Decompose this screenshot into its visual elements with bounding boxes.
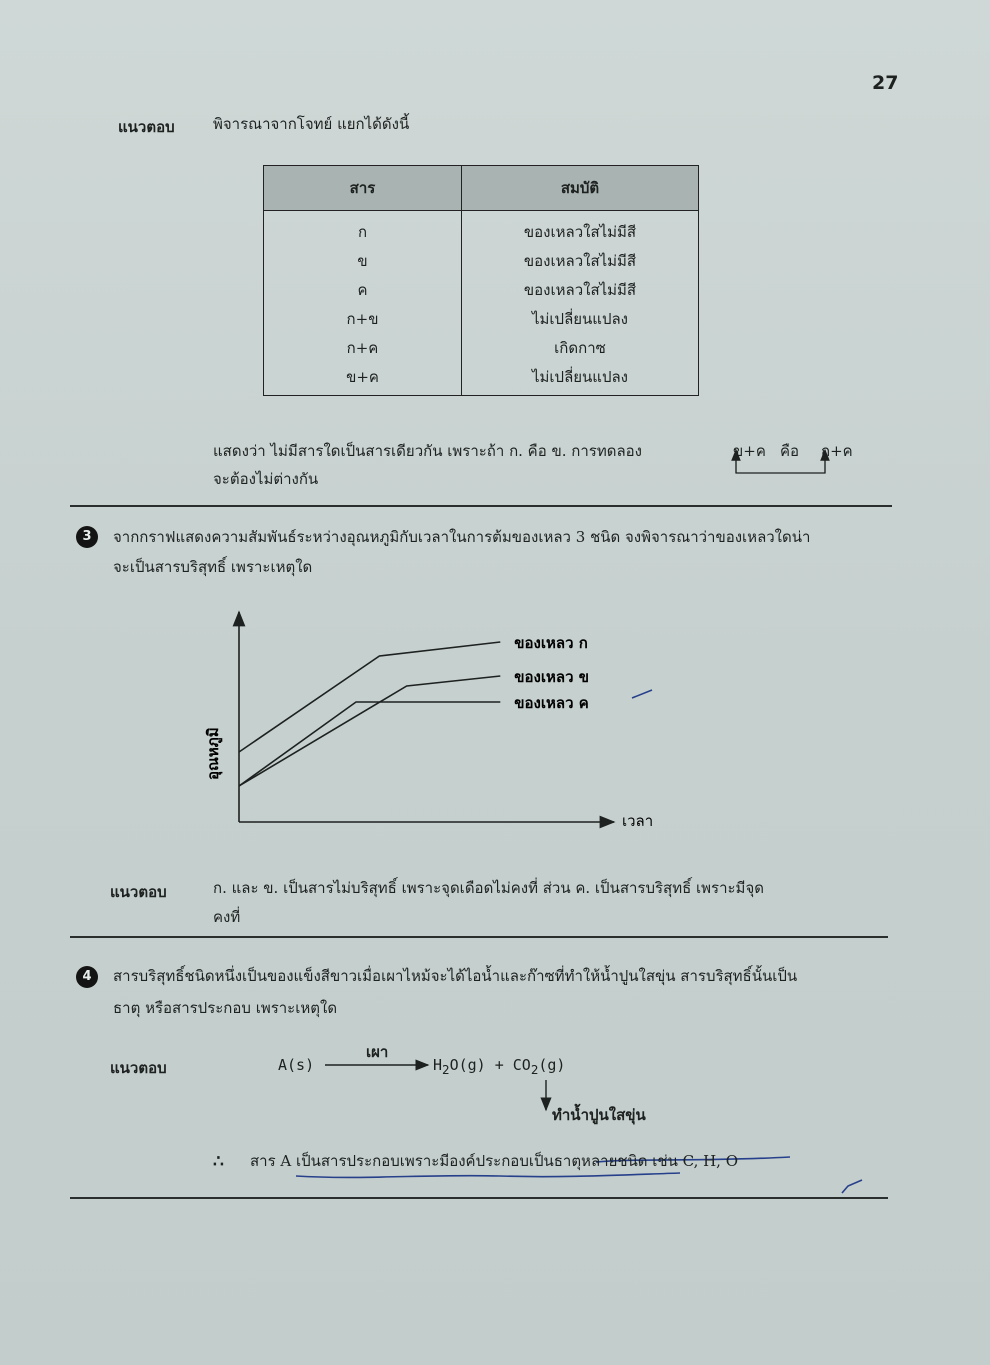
table-cell: ไม่เปลี่ยนแปลง bbox=[531, 309, 629, 328]
page-number: 27 bbox=[872, 72, 899, 94]
table-cell: ข bbox=[264, 246, 462, 275]
y-axis-label: อุณหภูมิ bbox=[204, 727, 222, 780]
reactant: A(s) bbox=[278, 1056, 315, 1074]
table-cell: ของเหลวใสไม่มีสี bbox=[523, 251, 637, 270]
series-layer bbox=[239, 634, 589, 786]
product-note: ทำน้ำปูนใสขุ่น bbox=[552, 1106, 646, 1124]
column-header: สมบัติ bbox=[462, 166, 699, 211]
question-number-badge: 4 bbox=[76, 966, 98, 988]
table-cell: ไม่เปลี่ยนแปลง bbox=[531, 367, 629, 386]
pen-check-mark bbox=[842, 1180, 862, 1193]
series-line bbox=[239, 642, 500, 752]
x-axis-label: เวลา bbox=[622, 812, 654, 830]
table-cell: เกิดกาซ bbox=[554, 338, 606, 357]
subscript: 2 bbox=[442, 1062, 450, 1077]
products bbox=[433, 1056, 565, 1077]
answer-label: แนวตอบ bbox=[110, 883, 167, 901]
question-text: จากกราฟแสดงความสัมพันธ์ระหว่างอุณหภูมิกับเวลาในการต้มของเหลว 3 ชนิด จงพิจารณาว่าของเหลวใดน่า bbox=[113, 528, 811, 546]
series-line bbox=[239, 676, 500, 786]
table-cell: ก bbox=[264, 211, 462, 247]
compare-a: ข+ค bbox=[733, 442, 766, 460]
column-header: สาร bbox=[264, 166, 462, 211]
section-divider bbox=[70, 1197, 888, 1199]
answer-label: แนวตอบ bbox=[118, 118, 175, 136]
product-text: O(g) + CO bbox=[449, 1056, 531, 1074]
question-text-2: จะเป็นสารบริสุทธิ์ เพราะเหตุใด bbox=[113, 558, 313, 576]
answer-text: ก. และ ข. เป็นสารไม่บริสุทธิ์ เพราะจุดเดือดไม่คงที่ ส่วน ค. เป็นสารบริสุทธิ์ เพราะมีจุด bbox=[213, 879, 764, 897]
conclusion-text-2: จะต้องไม่ต่างกัน bbox=[213, 470, 319, 488]
therefore-symbol: ∴ bbox=[213, 1152, 224, 1172]
conclusion-text: สาร A เป็นสารประกอบเพราะมีองค์ประกอบเป็นธาตุหลายชนิด เช่น C, H, O bbox=[250, 1152, 739, 1170]
table-cell: ของเหลวใสไม่มีสี bbox=[523, 280, 637, 299]
table-cell: ก+ข bbox=[264, 304, 462, 333]
subscript: 2 bbox=[530, 1062, 539, 1077]
question-text: สารบริสุทธิ์ชนิดหนึ่งเป็นของแข็งสีขาวเมื่อเผาไหม้จะได้ไอน้ำและก๊าซที่ทำให้น้ำปูนใสขุ่น สารบริสุทธิ์นั้นเป็น bbox=[113, 967, 798, 985]
series-line bbox=[239, 702, 500, 786]
compare-bracket bbox=[736, 458, 825, 473]
product-h: H bbox=[433, 1056, 443, 1074]
series-label: ของเหลว ก bbox=[514, 634, 588, 652]
series-label: ของเหลว ค bbox=[514, 694, 589, 712]
answer-text-2: คงที่ bbox=[213, 908, 241, 926]
table-cell: ของเหลวใสไม่มีสี bbox=[523, 222, 637, 241]
series-label: ของเหลว ข bbox=[514, 668, 590, 686]
answer-label: แนวตอบ bbox=[110, 1059, 167, 1077]
compare-b: ก+ค bbox=[821, 442, 853, 460]
arrow-label: เผา bbox=[366, 1043, 389, 1061]
product-text: (g) bbox=[538, 1056, 566, 1074]
section-divider bbox=[70, 936, 888, 938]
table-cell: ข+ค bbox=[264, 362, 462, 396]
question-number-badge: 3 bbox=[76, 526, 98, 548]
table-cell: ก+ค bbox=[264, 333, 462, 362]
answer-intro: พิจารณาจากโจทย์ แยกได้ดังนี้ bbox=[213, 115, 410, 133]
conclusion-text: แสดงว่า ไม่มีสารใดเป็นสารเดียวกัน เพราะถ้า ก. คือ ข. การทดลอง bbox=[213, 442, 643, 460]
compare-word: คือ bbox=[780, 442, 800, 460]
table-cell: ค bbox=[264, 275, 462, 304]
pen-check-mark bbox=[632, 690, 652, 698]
question-text-2: ธาตุ หรือสารประกอบ เพราะเหตุใด bbox=[113, 999, 338, 1017]
